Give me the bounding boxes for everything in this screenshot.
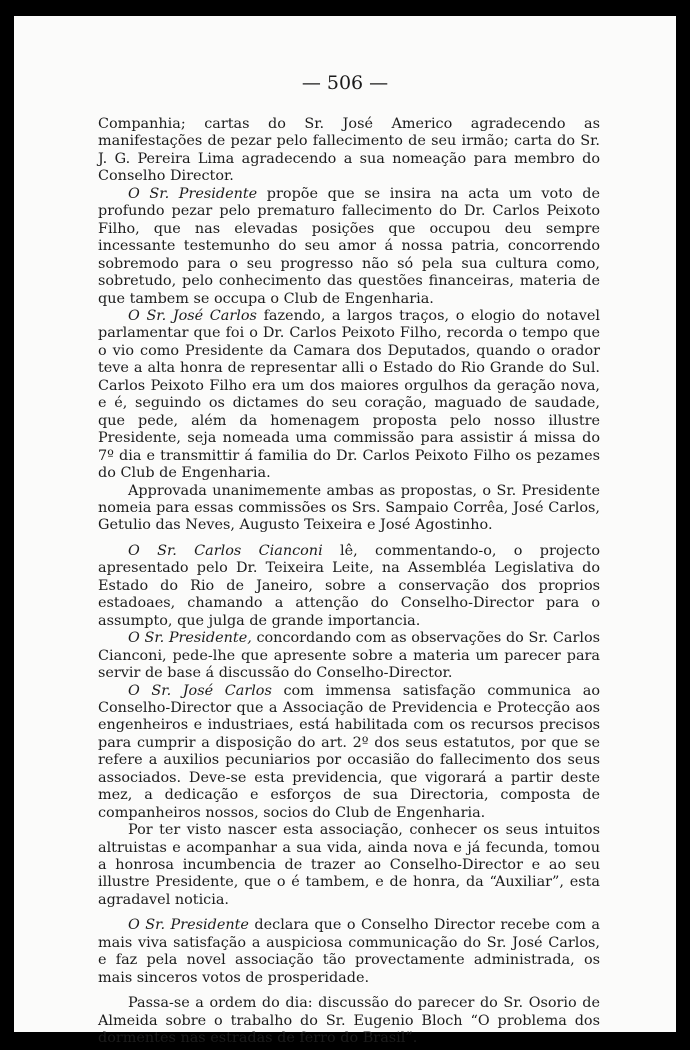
paragraph-text: propõe que se insira na acta um voto de profundo pezar pelo prematuro fallecimento do Dr. Carlos Peixoto Filho, que nas elevadas posições que occupou deu sempre incessante testemunho do seu amor á nossa patria, concorrendo sobremodo para o seu progresso não só pela sua cultura como, sobretudo, pelo conhecimento das questões financeiras, materia de que tambem se occupa o Club de Engenharia. <box>98 185 600 307</box>
speaker-name: O Sr. Presidente, <box>128 630 252 647</box>
paragraph-9 <box>98 917 600 987</box>
body-text <box>98 116 600 1048</box>
paragraph-text: concordando com as observações do Sr. Carlos Cianconi, pede-lhe que apresente sobre a materia um parecer para servir de base á discussão do Conselho-Director. <box>98 630 600 682</box>
speaker-name: O Sr. Carlos Cianconi <box>128 542 323 559</box>
page-number: — 506 — <box>301 72 389 94</box>
paragraph-text: Approvada unanimemente ambas as propostas, o Sr. Presidente nomeia para essas commissões os Srs. Sampaio Corrêa, José Carlos, Getulio das Neves, Augusto Teixeira e José Agostinho. <box>98 482 600 534</box>
paragraph-text: Companhia; cartas do Sr. José Americo agradecendo as manifestações de pezar pelo fallecimento de seu irmão; carta do Sr. J. G. Pereira Lima agradecendo a sua nomeação para membro do Conselho Director. <box>98 116 600 185</box>
paragraph-text: lê, commentando-o, o projecto apresentado pelo Dr. Teixeira Leite, na Assembléa Legislativa do Estado do Rio de Janeiro, sobre a conservação dos proprios estadoaes, chamando a attenção do Conselho-Director para o assumpto, que julga de grande importancia. <box>98 542 600 629</box>
paragraph-text: Passa-se a ordem do dia: discussão do parecer do Sr. Osorio de Almeida sobre o trabalho do Sr. Eugenio Bloch “O problema dos dormentes nas estradas de ferro do Brasil”. <box>98 995 600 1047</box>
speaker-name: O Sr. Presidente <box>128 185 258 202</box>
speaker-name: O Sr. José Carlos <box>128 307 257 324</box>
paragraph-6 <box>98 630 600 682</box>
paragraph-text: declara que o Conselho Director recebe com a mais viva satisfação a auspiciosa communicação do Sr. José Carlos, e faz pela novel associação tão provectamente administrada, os mais sinceros votos de prosperidade. <box>98 917 600 986</box>
paragraph-text: com immensa satisfação communica ao Conselho-Director que a Associação de Previdencia e Protecção aos engenheiros e industriaes, está habilitada com os recursos precisos para cumprir a disposição do art. 2º dos seus estatutos, por que se refere a auxilios pecuniarios por occasião do fallecimento dos seus associados. Deve-se esta previdencia, que vigorará a partir deste mez, a dedicação e esforços de sua Directoria, composta de companheiros nossos, socios do Club de Engenharia. <box>98 682 600 821</box>
document-page <box>14 16 676 1047</box>
paragraph-7 <box>98 683 600 823</box>
paragraph-8 <box>98 822 600 909</box>
paragraph-3 <box>98 308 600 483</box>
paragraph-10 <box>98 995 600 1047</box>
paragraph-5 <box>98 543 600 630</box>
paragraph-2 <box>98 186 600 308</box>
speaker-name: O Sr. José Carlos <box>128 682 272 699</box>
speaker-name: O Sr. Presidente <box>128 917 249 934</box>
paragraph-text: fazendo, a largos traços, o elogio do notavel parlamentar que foi o Dr. Carlos Peixoto Filho, recorda o tempo que o vio como Presidente da Camara dos Deputados, quando o orador teve a alta honra de representar alli o Estado do Rio Grande do Sul. Carlos Peixoto Filho era um dos maiores orgulhos da geração nova, e é, seguindo os dictames do seu coração, maguado de saudade, que pede, além da homenagem proposta pelo nosso illustre Presidente, seja nomeada uma commissão para assistir á missa do 7º dia e transmittir á familia do Dr. Carlos Peixoto Filho os pezames do Club de Engenharia. <box>98 307 600 482</box>
paragraph-1 <box>98 116 600 186</box>
paragraph-4 <box>98 483 600 535</box>
paragraph-text: Por ter visto nascer esta associação, conhecer os seus intuitos altruistas e acompanhar a sua vida, ainda nova e já fecunda, tomou a honrosa incumbencia de trazer ao Conselho-Director e ao seu illustre Presidente, que o é tambem, e de honra, da “Auxiliar”, esta agradavel noticia. <box>98 822 600 908</box>
